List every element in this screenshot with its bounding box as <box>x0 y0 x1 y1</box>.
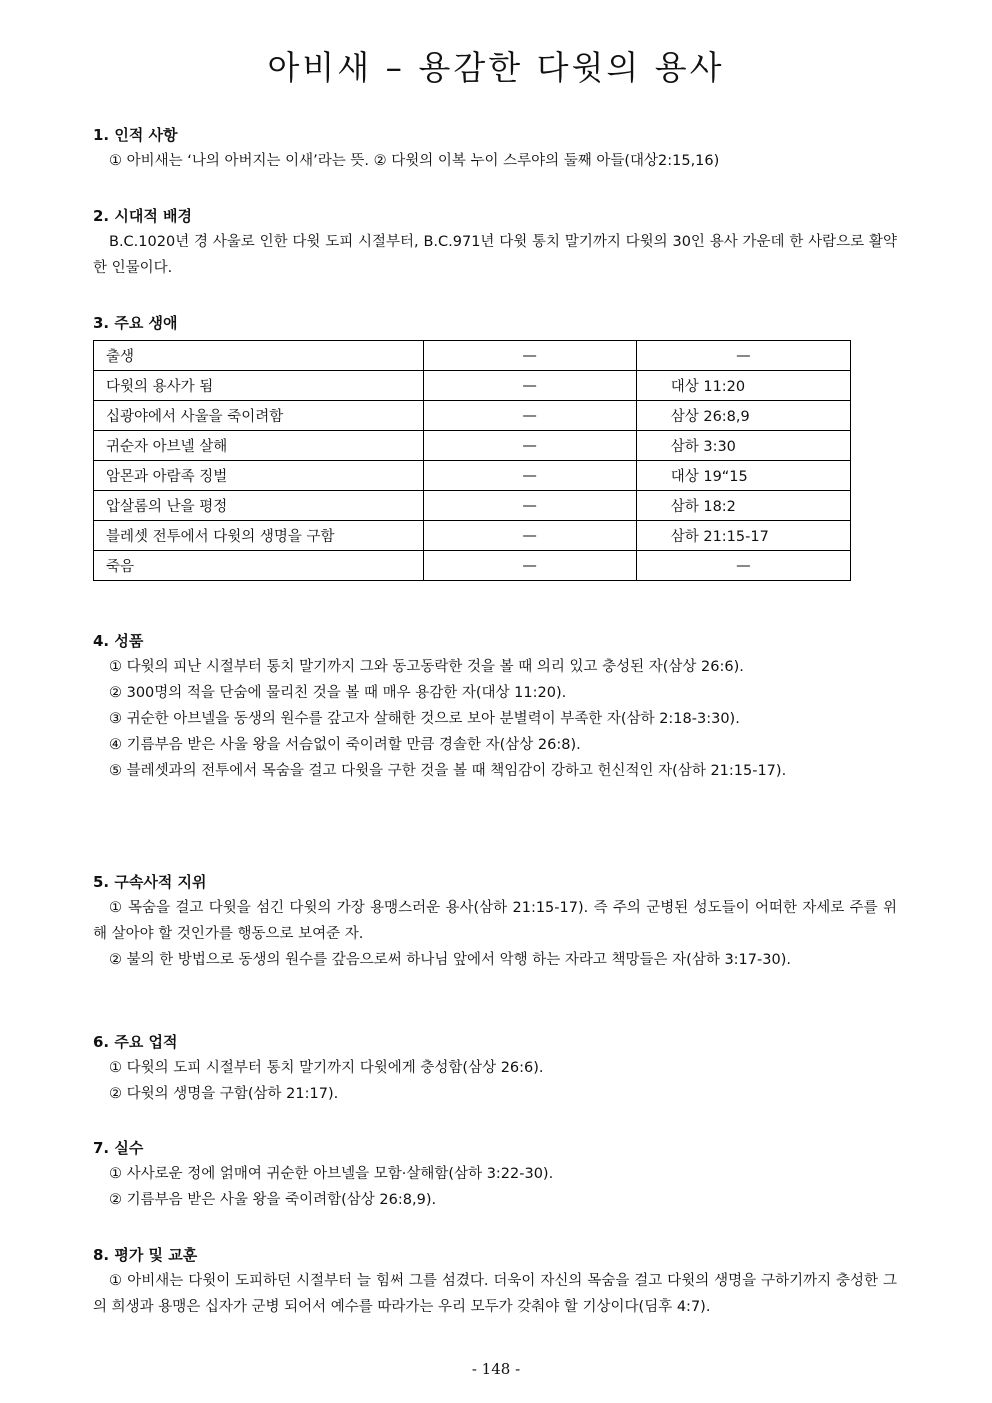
reference-cell: — <box>636 341 850 371</box>
section-text: ④ 기름부음 받은 사울 왕을 서슴없이 죽이려할 만큼 경솔한 자(삼상 26:8). <box>109 737 581 753</box>
section-heading: 4. 성품 <box>93 632 144 650</box>
section-text: ② 다윗의 생명을 구함(삼하 21:17). <box>109 1086 339 1102</box>
table-row <box>94 551 851 581</box>
reference-cell: 대상 19“15 <box>636 461 850 491</box>
section-text: ⑤ 블레셋과의 전투에서 목숨을 걸고 다윗을 구한 것을 볼 때 책임감이 강하고 헌신적인 자(삼하 21:15-17). <box>109 763 787 779</box>
event-cell: 귀순자 아브넬 살해 <box>94 431 424 461</box>
event-cell: 블레셋 전투에서 다윗의 생명을 구함 <box>94 521 424 551</box>
page-number: - 148 - <box>471 1360 521 1378</box>
reference-cell: 삼하 21:15-17 <box>636 521 850 551</box>
section-text: ② 기름부음 받은 사울 왕을 죽이려함(삼상 26:8,9). <box>109 1192 437 1208</box>
section-text: ③ 귀순한 아브넬을 동생의 원수를 갚고자 살해한 것으로 보아 분별력이 부족한 자(삼하 2:18-3:30). <box>109 711 740 727</box>
table-row <box>94 461 851 491</box>
table-row <box>94 491 851 521</box>
section-text: ① 다윗의 피난 시절부터 통치 말기까지 그와 동고동락한 것을 볼 때 의리 있고 충성된 자(삼상 26:6). <box>109 659 744 675</box>
reference-cell: 삼하 3:30 <box>636 431 850 461</box>
date-cell: — <box>423 431 636 461</box>
event-cell: 출생 <box>94 341 424 371</box>
table-row <box>94 401 851 431</box>
section-text: ① 목숨을 걸고 다윗을 섬긴 다윗의 가장 용맹스러운 용사(삼하 21:15-17). 즉 주의 군병된 성도들이 어떠한 자세로 주를 위해 살아야 할 것인가를 행동으로 보여준 자. <box>93 900 897 942</box>
date-cell: — <box>423 491 636 521</box>
section-text: ② 300명의 적을 단숨에 물리친 것을 볼 때 매우 용감한 자(대상 11:20). <box>109 685 567 701</box>
section-character <box>93 628 897 784</box>
table-row <box>94 431 851 461</box>
table-row <box>94 341 851 371</box>
table-row <box>94 371 851 401</box>
reference-cell: 삼상 26:8,9 <box>636 401 850 431</box>
table-row <box>94 521 851 551</box>
event-cell: 암몬과 아람족 징벌 <box>94 461 424 491</box>
section-text: B.C.1020년 경 사울로 인한 다윗 도피 시절부터, B.C.971년 다윗 통치 말기까지 다윗의 30인 용사 가운데 한 사람으로 활약한 인물이다. <box>93 234 897 276</box>
section-redemptive-role <box>93 869 897 973</box>
section-text: ① 다윗의 도피 시절부터 통치 말기까지 다윗에게 충성함(삼상 26:6). <box>109 1060 544 1076</box>
section-heading: 6. 주요 업적 <box>93 1033 178 1051</box>
section-heading: 8. 평가 및 교훈 <box>93 1246 198 1264</box>
section-text: ② 불의 한 방법으로 동생의 원수를 갚음으로써 하나님 앞에서 악행 하는 자라고 책망들은 자(삼하 3:17-30). <box>109 952 791 968</box>
reference-cell: — <box>636 551 850 581</box>
section-text: ① 사사로운 정에 얽매여 귀순한 아브넬을 모함·살해함(삼하 3:22-30). <box>109 1166 554 1182</box>
section-heading: 3. 주요 생애 <box>93 314 178 332</box>
date-cell: — <box>423 551 636 581</box>
event-cell: 다윗의 용사가 됨 <box>94 371 424 401</box>
page-title: 아비새 – 용감한 다윗의 용사 <box>267 48 725 87</box>
section-text: ① 아비새는 다윗이 도피하던 시절부터 늘 힘써 그를 섬겼다. 더욱이 자신의 목숨을 걸고 다윗의 생명을 구하기까지 충성한 그의 희생과 용맹은 십자가 군병 되어서 예수를 따라가는 우리 모두가 갖춰야 할 기상이다(딤후 4:7). <box>93 1273 897 1315</box>
section-heading: 5. 구속사적 지위 <box>93 873 207 891</box>
date-cell: — <box>423 401 636 431</box>
section-personal-info <box>93 122 897 174</box>
event-cell: 죽음 <box>94 551 424 581</box>
section-evaluation <box>93 1242 897 1320</box>
reference-cell: 삼하 18:2 <box>636 491 850 521</box>
event-cell: 십광야에서 사울을 죽이려함 <box>94 401 424 431</box>
section-background <box>93 203 897 281</box>
date-cell: — <box>423 371 636 401</box>
section-mistakes <box>93 1135 897 1213</box>
section-heading: 2. 시대적 배경 <box>93 207 193 225</box>
section-text: ① 아비새는 ‘나의 아버지는 이새’라는 뜻. ② 다윗의 이복 누이 스루야의 둘째 아들(대상2:15,16) <box>109 153 720 169</box>
reference-cell: 대상 11:20 <box>636 371 850 401</box>
section-major-life <box>93 310 897 581</box>
event-cell: 압살롬의 난을 평정 <box>94 491 424 521</box>
date-cell: — <box>423 521 636 551</box>
life-events-table <box>93 340 851 581</box>
section-heading: 1. 인적 사항 <box>93 126 178 144</box>
section-heading: 7. 실수 <box>93 1139 144 1157</box>
date-cell: — <box>423 341 636 371</box>
date-cell: — <box>423 461 636 491</box>
section-achievements <box>93 1029 897 1107</box>
